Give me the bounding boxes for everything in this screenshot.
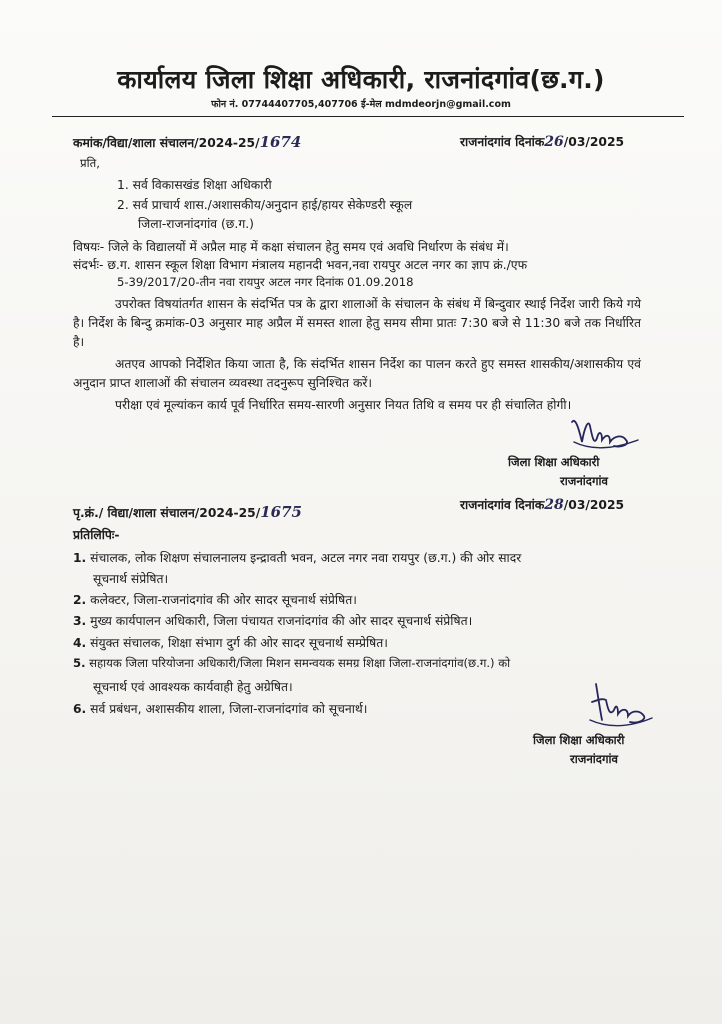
signatory-2-place: राजनांदगांव	[570, 752, 618, 766]
copy-item-3-number: 3.	[73, 614, 87, 628]
copy-item-6	[73, 700, 367, 717]
letter2-date-day: 28	[544, 497, 564, 513]
copy-item-4-text: संयुक्त संचालक, शिक्षा संभाग दुर्ग की ओर सादर सूचनार्थ सम्प्रेषित।	[90, 636, 388, 650]
copy-item-6-text: सर्व प्रबंधन, अशासकीय शाला, जिला-राजनांदगांव को सूचनार्थ।	[90, 702, 368, 716]
copy-item-5	[73, 656, 510, 671]
letter1-date-prefix: राजनांदगांव दिनांक	[460, 135, 545, 149]
subject-line: विषयः- जिले के विद्यालयों में अप्रैल माह में कक्षा संचालन हेतु समय एवं अवधि निर्धारण के संबंध में।	[73, 240, 509, 254]
reference-line-1: संदर्भः- छ.ग. शासन स्कूल शिक्षा विभाग मंत्रालय महानदी भवन,नवा रायपुर अटल नगर का ज्ञाप क्रं./एफ	[73, 258, 528, 272]
letter1-place-date	[460, 133, 624, 150]
body-paragraph-1: उपरोक्त विषयांतर्गत शासन के संदर्भित पत्र के द्वारा शालाओं के संचालन के संबंध में बिन्दुवार स्थाई निर्देश जारी किये गये है। निर्देश के बिन्दु क्रमांक-03 अनुसार माह अप्रैल में समस्त शाला हेतु समय सीमा प्रातः 7:30 बजे से 11:30 बजे तक निर्धारित है।	[73, 297, 641, 349]
copy-item-4	[73, 634, 388, 651]
signature-2-icon	[586, 680, 660, 736]
signatory-2-title: जिला शिक्षा अधिकारी	[533, 733, 625, 747]
prati-label: प्रति,	[80, 156, 100, 170]
letter1-reference	[73, 133, 301, 151]
letter2-ref-number: 1675	[260, 503, 302, 521]
copy-item-1-text: संचालक, लोक शिक्षण संचालनालय इन्द्रावती भवन, अटल नगर नवा रायपुर (छ.ग.) की ओर सादर	[90, 551, 522, 565]
body-paragraph-2: अतएव आपको निर्देशित किया जाता है, कि संदर्भित शासन निर्देश का पालन करते हुए समस्त शासकीय/अशासकीय एवं अनुदान प्राप्त शालाओं की संचालन व्यवस्था तदनुरूप सुनिश्चित करें।	[73, 357, 641, 390]
letter2-place-date	[460, 496, 624, 513]
signatory-1-title: जिला शिक्षा अधिकारी	[508, 455, 600, 469]
letter2-date-prefix: राजनांदगांव दिनांक	[460, 498, 545, 512]
recipient-1: 1. सर्व विकासखंड शिक्षा अधिकारी	[117, 178, 272, 192]
copy-item-3	[73, 612, 472, 629]
letter1-ref-prefix: कमांक/विद्या/शाला संचालन/2024-25/	[73, 136, 260, 150]
reference-line-2: 5-39/2017/20-तीन नवा रायपुर अटल नगर दिनांक 01.09.2018	[117, 275, 414, 289]
copy-item-1-continuation: सूचनार्थ संप्रेषित।	[93, 572, 169, 586]
header-divider	[52, 116, 684, 117]
contact-line: फोन नं. 07744407705,407706 ई-मेल mdmdeorjn@gmail.com	[211, 99, 511, 110]
copy-item-6-number: 6.	[73, 702, 87, 716]
copy-item-5-continuation: सूचनार्थ एवं आवश्यक कार्यवाही हेतु अग्रेषित।	[93, 680, 293, 694]
copy-item-2-number: 2.	[73, 593, 87, 607]
copy-item-5-text: सहायक जिला परियोजना अधिकारी/जिला मिशन समन्वयक समग्र शिक्षा जिला-राजनांदगांव(छ.ग.) को	[89, 656, 511, 670]
copy-heading: प्रतिलिपिः-	[73, 528, 120, 542]
copy-item-3-text: मुख्य कार्यपालन अधिकारी, जिला पंचायत राजनांदगांव की ओर सादर सूचनार्थ संप्रेषित।	[90, 614, 473, 628]
copy-item-4-number: 4.	[73, 636, 87, 650]
letter2-reference	[73, 503, 302, 521]
copy-item-2	[73, 591, 357, 608]
letter2-date-rest: /03/2025	[563, 498, 625, 512]
copy-item-2-text: कलेक्टर, जिला-राजनांदगांव की ओर सादर सूचनार्थ संप्रेषित।	[90, 593, 357, 607]
office-title: कार्यालय जिला शिक्षा अधिकारी, राजनांदगांव(छ.ग.)	[117, 65, 605, 94]
letter2-ref-prefix: पृ.क्रं./ विद्या/शाला संचालन/2024-25/	[73, 506, 261, 520]
recipient-2: 2. सर्व प्राचार्य शास./अशासकीय/अनुदान हाई/हायर सेकेण्डरी स्कूल	[117, 198, 413, 212]
copy-item-5-number: 5.	[73, 656, 86, 670]
signatory-1-place: राजनांदगांव	[560, 474, 608, 488]
letter1-date-rest: /03/2025	[563, 135, 625, 149]
body-paragraph-3: परीक्षा एवं मूल्यांकन कार्य पूर्व निर्धारित समय-सारणी अनुसार नियत तिथि व समय पर ही संचालित होगी।	[115, 398, 572, 412]
letter1-date-day: 26	[544, 134, 564, 150]
copy-item-1-number: 1.	[73, 551, 87, 565]
signature-1-icon	[566, 412, 646, 456]
recipient-district: जिला-राजनांदगांव (छ.ग.)	[138, 217, 254, 231]
letter1-ref-number: 1674	[259, 133, 302, 151]
copy-item-1	[73, 549, 521, 566]
